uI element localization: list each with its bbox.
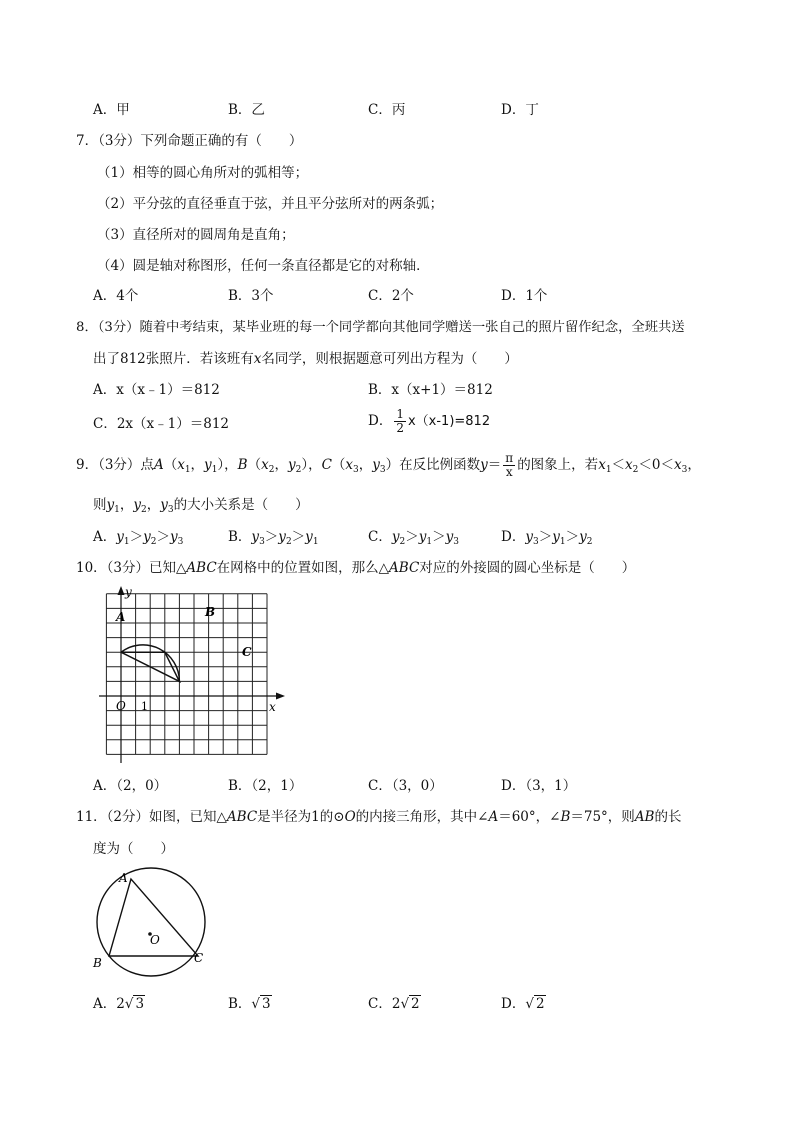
q11-stem-line1: 11．（2分）如图，已知△ABC是半径为1的⊙O的内接三角形，其中∠A＝60°，∠B＝75°，则AB的长 (76, 809, 682, 825)
q11-option-c (368, 994, 421, 1014)
radicand: 2 (411, 996, 420, 1012)
q7-item-1: （1）相等的圆心角所对的弧相等； (97, 165, 309, 181)
q9-option-a: A．$y_1>y_2>y_3$ (93, 529, 184, 547)
circle-o (97, 868, 205, 976)
option-label: D． (501, 996, 526, 1012)
q8-option-d (368, 408, 490, 435)
y-axis-arrow (118, 586, 125, 595)
q8-stem-line1: 8．（3分）随着中考结束，某毕业班的每一个同学都向其他同学赠送一张自己的照片留作纪念，全班共送 (76, 320, 685, 335)
q11-option-b (228, 994, 272, 1014)
q9-option-d: D．$y_3>y_1>y_2$ (501, 529, 593, 547)
q6-option-c: C．丙 (368, 102, 406, 118)
q8-option-d-equation: x（x-1)=812 (407, 414, 491, 429)
square-root: √ 3 (124, 996, 145, 1012)
q10-option-c: C．（3，0） (368, 778, 443, 794)
q7-item-2: （2）平分弦的直径垂直于弦，并且平分弦所对的两条弧； (97, 196, 444, 212)
square-root: √ 2 (400, 996, 420, 1012)
q8-option-a: A．x（x﹣1）＝812 (93, 382, 220, 398)
center-o-label: O (150, 933, 160, 947)
q7-option-d: D．1个 (501, 288, 548, 304)
q10-grid-figure (95, 583, 295, 768)
q8-option-c: C．2x（x﹣1）＝812 (93, 416, 230, 432)
q7-option-c: C．2个 (368, 288, 414, 304)
q8-stem-text-a: 出了812张照片．若该班有 (93, 351, 254, 367)
q7-stem: 7．（3分）下列命题正确的有（ ） (76, 133, 303, 149)
radicand: 2 (535, 996, 545, 1012)
q7-option-b: B．3个 (228, 288, 274, 304)
q8-stem-line2 (93, 349, 518, 369)
fraction-numerator: π (505, 451, 514, 465)
fraction-numerator: 1 (396, 407, 404, 421)
origin-label: O (116, 699, 126, 713)
coefficient: 2 (391, 996, 401, 1012)
point-a-label: A (116, 610, 126, 624)
unit-tick-label: 1 (141, 700, 148, 713)
q11-option-a (93, 994, 145, 1014)
q9-prefix: 9．（3分）点 (76, 457, 154, 473)
q7-option-a: A．4个 (93, 288, 139, 304)
vertex-c-label: C (194, 951, 204, 965)
q7-item-4: （4）圆是轴对称图形，任何一条直径都是它的对称轴． (97, 258, 430, 274)
q11-circle-figure (88, 866, 218, 981)
q9-option-c: C．$y_2>y_1>y_3$ (368, 529, 459, 547)
q6-option-b: B．乙 (228, 102, 265, 118)
q10-option-b: B．（2，1） (228, 778, 303, 794)
option-label: A． (93, 996, 117, 1012)
q9-option-b: B．$y_3>y_2>y_1$ (228, 529, 319, 547)
q8-stem-variable: x (253, 351, 262, 367)
x-axis-arrow (276, 693, 285, 700)
q8-option-d-label: D． (368, 413, 393, 429)
q11-option-d (501, 994, 546, 1014)
square-root: √ 2 (525, 996, 545, 1012)
fraction-denominator: x (505, 465, 513, 479)
x-axis-label: x (269, 700, 276, 714)
q8-stem-text-b: 名同学，则根据题意可列出方程为（ ） (261, 351, 518, 367)
fraction-denominator: 2 (396, 421, 404, 435)
q10-grid-lines (106, 594, 267, 755)
q10-option-a: A．（2，0） (93, 778, 168, 794)
vertex-a-label: A (119, 871, 128, 885)
q9-stem-line2: 则$y_1$，$y_2$，$y_3$的大小关系是（ ） (93, 497, 309, 515)
radicand: 3 (262, 996, 271, 1012)
coefficient: 2 (116, 996, 125, 1012)
option-label: C． (368, 996, 392, 1012)
q9-stem-line1: 9．（3分）点$A(x_1$，$y_1$），$B(x_2$，$y_2$），$C(x_3$，$y_3$）在反比例函数y＝ $\frac{\pi}{x}$ 的图象上，若$x_1<x_2<0<x_3$， (76, 451, 701, 479)
q11-stem-line2: 度为（ ） (93, 841, 174, 857)
y-axis-label: y (125, 585, 132, 599)
q10-option-d: D．（3，1） (501, 778, 577, 794)
square-root: √ 3 (251, 996, 271, 1012)
q9-function-fraction (503, 452, 515, 479)
q8-option-d-fraction (394, 408, 406, 435)
q10-stem: 10．（3分）已知△ABC在网格中的位置如图，那么△ABC对应的外接圆的圆心坐标是（ ） (76, 560, 636, 576)
q6-option-d: D．丁 (501, 102, 539, 118)
q6-option-a: A．甲 (93, 102, 130, 118)
option-label: B． (228, 996, 252, 1012)
vertex-b-label: B (93, 956, 102, 970)
q7-item-3: （3）直径所对的圆周角是直角； (97, 227, 295, 243)
radicand: 3 (135, 996, 145, 1012)
point-b-label: B (205, 605, 216, 619)
q8-option-b: B．x（x+1）＝812 (368, 382, 493, 398)
point-c-label: C (242, 645, 252, 659)
